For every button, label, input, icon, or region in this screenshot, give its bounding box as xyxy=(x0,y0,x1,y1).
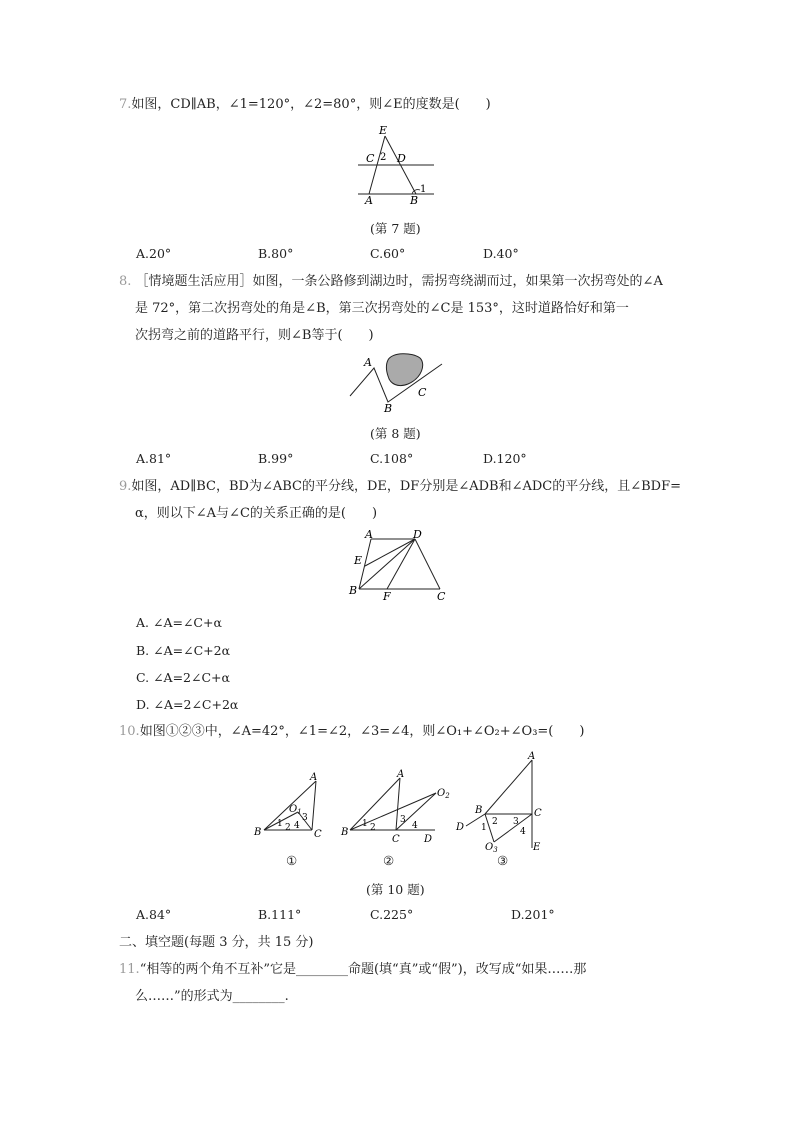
figure-caption-7: (第 7 题) xyxy=(370,221,421,236)
question-text: “相等的两个角不互补”它是________命题(填“真”或“假”)，改写成“如果……那 xyxy=(139,962,587,977)
angle-1-label: 1 xyxy=(362,819,368,829)
label-C: C xyxy=(366,152,375,165)
label-O2: $O_2$ xyxy=(437,788,450,800)
option-b: B.99° xyxy=(258,451,294,466)
label-D: D xyxy=(413,528,422,541)
angle-3-label: 3 xyxy=(302,813,308,823)
angle-2-label: 2 xyxy=(285,823,291,833)
sub-caption-1: ① xyxy=(286,853,298,868)
sub-caption-2: ② xyxy=(383,853,395,868)
label-B: B xyxy=(384,402,393,415)
question-8-line-1 xyxy=(119,273,663,291)
figure-q7 xyxy=(350,122,440,208)
label-B: B xyxy=(410,194,419,207)
question-11-line-1 xyxy=(119,961,586,979)
question-9-line-1 xyxy=(119,478,681,496)
question-8-line-2: 是 72°，第二次拐弯处的角是∠B，第三次拐弯处的∠C是 153°，这时道路恰好和第一 xyxy=(135,301,629,316)
option-c: C. ∠A=2∠C+α xyxy=(136,670,230,685)
angle-2-label: 2 xyxy=(492,817,498,827)
question-text: 如图①②③中，∠A=42°，∠1=∠2，∠3=∠4，则∠O₁+∠O₂+∠O₃=( ) xyxy=(139,724,585,739)
option-c: C.225° xyxy=(370,907,414,922)
figure-q10-2 xyxy=(340,766,455,845)
label-E: E xyxy=(354,554,363,567)
label-O3: $O_3$ xyxy=(485,842,498,854)
label-C: C xyxy=(392,834,400,845)
label-A: A xyxy=(365,194,373,207)
option-d: D.201° xyxy=(511,907,555,922)
label-D: D xyxy=(456,822,465,833)
figure-q8 xyxy=(346,350,446,414)
option-d: D.40° xyxy=(483,246,519,261)
label-A: A xyxy=(310,772,318,783)
label-C: C xyxy=(437,590,446,603)
option-b: B. ∠A=∠C+2α xyxy=(136,643,231,658)
angle-1-label: 1 xyxy=(420,184,427,195)
label-E: E xyxy=(379,124,388,137)
option-c: C.60° xyxy=(370,246,406,261)
question-number: 8. xyxy=(119,274,132,289)
option-b: B.111° xyxy=(258,907,302,922)
figure-q10-1 xyxy=(252,768,330,838)
question-11-line-2: 么……”的形式为________. xyxy=(135,989,289,1004)
label-C: C xyxy=(418,386,427,399)
question-text: ［情境题生活应用］如图，一条公路修到湖边时，需拐弯绕湖而过，如果第一次拐弯处的∠A xyxy=(135,274,663,289)
option-c: C.108° xyxy=(370,451,414,466)
question-9-line-2: α，则以下∠A与∠C的关系正确的是( ) xyxy=(135,506,378,521)
figure-caption-10: (第 10 题) xyxy=(366,882,425,897)
question-7 xyxy=(119,96,491,114)
angle-1-label: 1 xyxy=(481,823,487,833)
label-B: B xyxy=(254,827,262,838)
angle-2-label: 2 xyxy=(380,152,387,163)
label-B: B xyxy=(349,584,358,597)
question-number: 10. xyxy=(119,724,140,739)
option-a: A. ∠A=∠C+α xyxy=(136,615,222,630)
question-8-line-3: 次拐弯之前的道路平行，则∠B等于( ) xyxy=(135,328,374,343)
label-B: B xyxy=(475,805,483,816)
figure-q10-3 xyxy=(454,750,549,854)
angle-1-label: 1 xyxy=(277,819,283,829)
sub-caption-3: ③ xyxy=(497,853,509,868)
option-d: D.120° xyxy=(483,451,527,466)
question-text: 如图，CD∥AB，∠1=120°，∠2=80°，则∠E的度数是( ) xyxy=(131,97,491,112)
section-title: 二、填空题(每题 3 分，共 15 分) xyxy=(119,935,314,950)
option-a: A.81° xyxy=(136,451,172,466)
label-O1: $O_1$ xyxy=(289,804,302,816)
angle-4-label: 4 xyxy=(412,821,418,831)
angle-3-label: 3 xyxy=(400,815,406,825)
option-b: B.80° xyxy=(258,246,294,261)
figure-q9 xyxy=(345,530,450,604)
label-A: A xyxy=(397,769,405,780)
label-A: A xyxy=(364,356,372,369)
angle-4-label: 4 xyxy=(294,821,300,831)
option-a: A.84° xyxy=(136,907,172,922)
question-number: 7. xyxy=(119,97,132,112)
question-10 xyxy=(119,723,584,741)
angle-4-label: 4 xyxy=(520,827,526,837)
label-C: C xyxy=(314,829,322,840)
option-d: D. ∠A=2∠C+2α xyxy=(136,697,239,712)
label-D: D xyxy=(424,834,433,845)
angle-2-label: 2 xyxy=(370,823,376,833)
label-F: F xyxy=(383,590,391,603)
label-E: E xyxy=(533,842,541,853)
label-C: C xyxy=(534,808,542,819)
figure-caption-8: (第 8 题) xyxy=(370,426,421,441)
question-text: 如图，AD∥BC，BD为∠ABC的平分线，DE，DF分别是∠ADB和∠ADC的平分线，且∠BDF= xyxy=(131,479,682,494)
question-number: 11. xyxy=(119,962,140,977)
option-a: A.20° xyxy=(136,246,172,261)
angle-3-label: 3 xyxy=(513,817,519,827)
label-A: A xyxy=(365,528,373,541)
label-D: D xyxy=(397,152,406,165)
question-number: 9. xyxy=(119,479,132,494)
label-B: B xyxy=(341,827,349,838)
label-A: A xyxy=(528,751,536,762)
